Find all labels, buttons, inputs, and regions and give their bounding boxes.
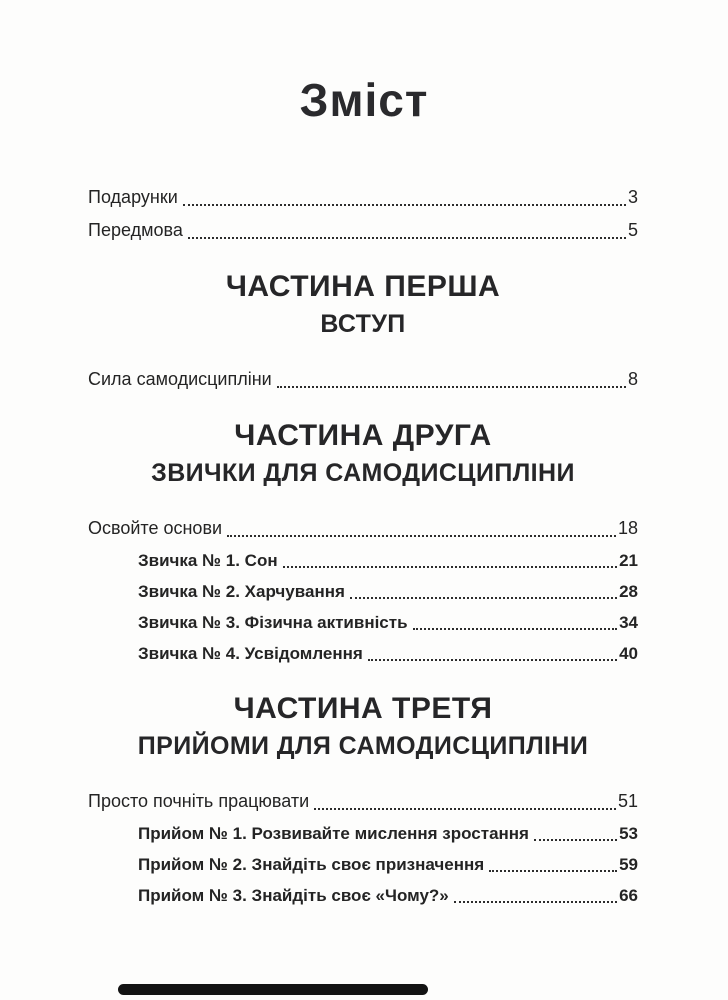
page-title: Зміст (299, 74, 429, 126)
dotted-leader (283, 566, 617, 568)
part-title: ЧАСТИНА ПЕРША (225, 270, 501, 303)
toc-entry-page-number: 53 (619, 824, 638, 843)
toc-entry[interactable] (88, 214, 638, 247)
toc-part-heading (88, 691, 638, 763)
dotted-leader (188, 237, 626, 239)
toc-entry-label: Сила самодисципліни (88, 369, 272, 389)
toc-entry[interactable] (88, 785, 638, 818)
toc-entry-page-number: 28 (619, 582, 638, 601)
toc-entry[interactable] (88, 576, 638, 607)
part-subtitle: ПРИЙОМИ ДЛЯ САМОДИСЦИПЛІНИ (137, 732, 589, 760)
toc-entry-label: Передмова (88, 220, 183, 240)
dotted-leader (350, 597, 617, 599)
toc-entry[interactable] (88, 849, 638, 880)
toc-entry-label: Звичка № 4. Усвідомлення (138, 644, 363, 663)
toc-entry[interactable] (88, 607, 638, 638)
toc-entry-page-number: 51 (617, 791, 638, 811)
dotted-leader (489, 870, 617, 872)
toc-entry-page-number: 5 (627, 220, 638, 240)
toc-entry-label: Прийом № 3. Знайдіть своє «Чому?» (138, 886, 449, 905)
toc-entry-label: Звичка № 2. Харчування (138, 582, 345, 601)
toc-entry-page-number: 3 (627, 187, 638, 207)
dotted-leader (183, 204, 626, 206)
toc-part-heading (88, 269, 638, 341)
toc-entry-label: Подарунки (88, 187, 178, 207)
toc-entry[interactable] (88, 638, 638, 669)
part-subtitle: ЗВИЧКИ ДЛЯ САМОДИСЦИПЛІНИ (151, 459, 575, 487)
dotted-leader (368, 659, 617, 661)
toc-entry-label: Прийом № 2. Знайдіть своє призначення (138, 855, 485, 874)
toc-entry-page-number: 21 (619, 551, 638, 570)
toc-entry[interactable] (88, 818, 638, 849)
toc-entry[interactable] (88, 512, 638, 545)
toc-entry[interactable] (88, 880, 638, 911)
toc-entry[interactable] (88, 181, 638, 214)
toc-entry-label: Звичка № 1. Сон (138, 551, 278, 570)
part-title: ЧАСТИНА ДРУГА (234, 419, 492, 452)
toc-entry-page-number: 34 (619, 613, 638, 632)
table-of-contents (0, 181, 728, 911)
scrollbar-thumb[interactable] (118, 984, 428, 995)
toc-entry-page-number: 8 (627, 369, 638, 389)
toc-entry-page-number: 18 (617, 518, 638, 538)
toc-entry-label: Освойте основи (88, 518, 223, 538)
toc-entry[interactable] (88, 545, 638, 576)
toc-entry-page-number: 59 (619, 855, 638, 874)
toc-entry-label: Звичка № 3. Фізична активність (138, 613, 408, 632)
dotted-leader (227, 535, 616, 537)
dotted-leader (534, 839, 617, 841)
toc-entry[interactable] (88, 363, 638, 396)
dotted-leader (277, 386, 626, 388)
part-subtitle: ВСТУП (320, 310, 406, 338)
toc-entry-page-number: 40 (619, 644, 638, 663)
part-title: ЧАСТИНА ТРЕТЯ (233, 692, 493, 725)
dotted-leader (413, 628, 618, 630)
toc-part-heading (88, 418, 638, 490)
toc-entry-label: Просто почніть працювати (88, 791, 310, 811)
toc-entry-page-number: 66 (619, 886, 638, 905)
dotted-leader (454, 901, 617, 903)
dotted-leader (314, 808, 616, 810)
toc-entry-label: Прийом № 1. Розвивайте мислення зростання (138, 824, 529, 843)
